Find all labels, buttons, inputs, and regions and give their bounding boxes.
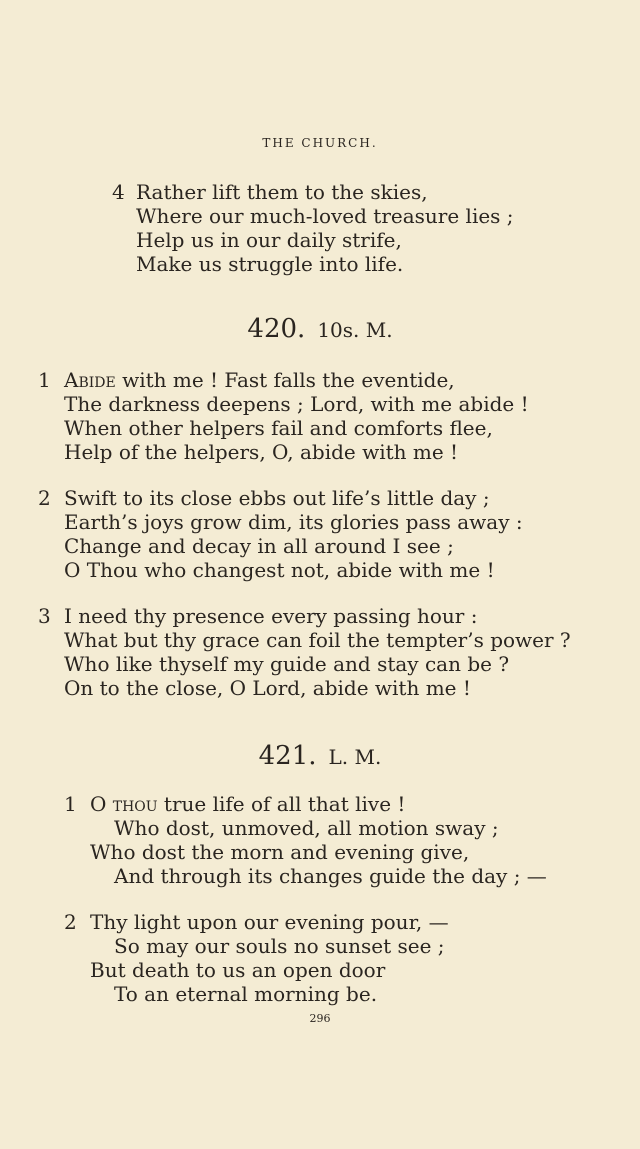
stanza-number: 2 bbox=[64, 910, 77, 934]
stanza-number: 2 bbox=[38, 486, 51, 510]
verse-line bbox=[64, 368, 455, 392]
verse-line: Earth’s joys grow dim, its glories pass away : bbox=[64, 510, 523, 534]
verse-opening-word: O thou bbox=[90, 792, 158, 816]
hymn-title bbox=[0, 741, 640, 772]
verse-line: Change and decay in all around I see ; bbox=[64, 534, 454, 558]
verse-line: Rather lift them to the skies, bbox=[136, 180, 428, 204]
verse-line: To an eternal morning be. bbox=[114, 982, 378, 1006]
stanza-number: 1 bbox=[38, 368, 51, 392]
verse-line: Help us in our daily strife, bbox=[136, 228, 402, 252]
verse-line: Where our much-loved treasure lies ; bbox=[136, 204, 514, 228]
verse-opening-word: Abide bbox=[64, 368, 116, 392]
verse-line: On to the close, O Lord, abide with me ! bbox=[64, 676, 471, 700]
verse-line: Who like thyself my guide and stay can be ? bbox=[64, 652, 510, 676]
hymn-meter: L. M. bbox=[328, 745, 382, 769]
verse-line-rest: with me ! Fast falls the eventide, bbox=[115, 368, 455, 392]
verse-line: Thy light upon our evening pour, — bbox=[90, 910, 449, 934]
running-header: THE CHURCH. bbox=[262, 136, 378, 150]
stanza-number: 1 bbox=[64, 792, 77, 816]
verse-line: What but thy grace can foil the tempter’s power ? bbox=[64, 628, 571, 652]
verse-line: And through its changes guide the day ; — bbox=[114, 864, 547, 888]
hymn-number: 420. bbox=[247, 314, 306, 344]
hymn-meter: 10s. M. bbox=[317, 318, 393, 342]
verse-line: So may our souls no sunset see ; bbox=[114, 934, 445, 958]
hymn-number: 421. bbox=[258, 741, 317, 771]
stanza-number: 4 bbox=[112, 180, 125, 204]
verse-line: When other helpers fail and comforts flee, bbox=[64, 416, 493, 440]
verse-line: Make us struggle into life. bbox=[136, 252, 404, 276]
verse-line: But death to us an open door bbox=[90, 958, 386, 982]
verse-line: The darkness deepens ; Lord, with me abide ! bbox=[64, 392, 529, 416]
verse-line: Swift to its close ebbs out life’s little day ; bbox=[64, 486, 490, 510]
stanza-number: 3 bbox=[38, 604, 51, 628]
verse-line: Help of the helpers, O, abide with me ! bbox=[64, 440, 459, 464]
verse-line: Who dost the morn and evening give, bbox=[90, 840, 470, 864]
page-number: 296 bbox=[309, 1012, 331, 1025]
verse-line bbox=[90, 792, 405, 816]
verse-line: I need thy presence every passing hour : bbox=[64, 604, 478, 628]
verse-line: O Thou who changest not, abide with me ! bbox=[64, 558, 495, 582]
verse-line: Who dost, unmoved, all motion sway ; bbox=[114, 816, 499, 840]
verse-line-rest: true life of all that live ! bbox=[157, 792, 406, 816]
hymn-title bbox=[0, 314, 640, 345]
